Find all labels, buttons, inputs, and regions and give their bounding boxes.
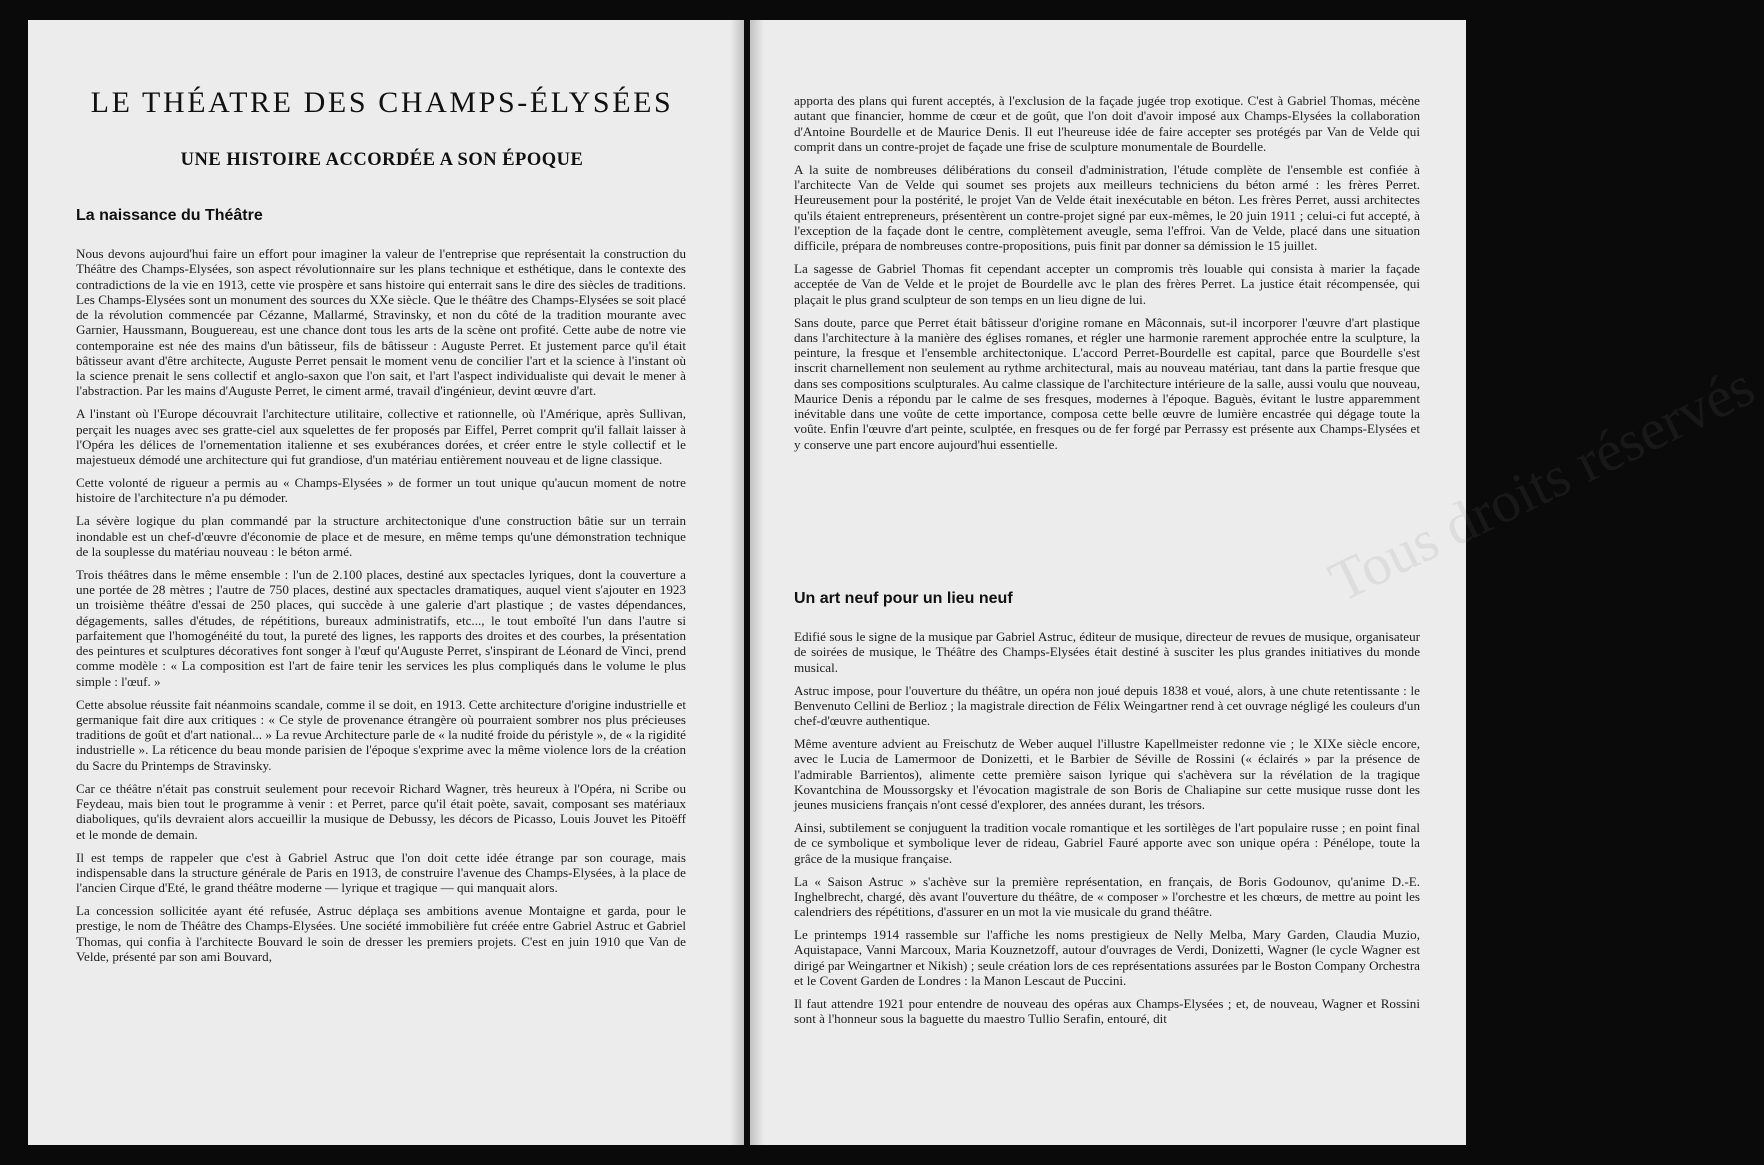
- paragraph: Il est temps de rappeler que c'est à Gabriel Astruc que l'on doit cette idée étrange par son courage, mais indispensable dans la structure générale de Paris en 1913, de construire l'avenue des Champs-Elysées, à la place de l'ancien Cirque d'Eté, le grand théâtre moderne — lyrique et tragique — qui manquait alors.: [76, 849, 686, 896]
- paragraph: Astruc impose, pour l'ouverture du théâtre, un opéra non joué depuis 1838 et voué, alors, à une chute retentissante : le Benvenuto Cellini de Berlioz ; la magistrale direction de Félix Weingartner rend à cet ouvrage négligé les couleurs d'un chef-d'œuvre authentique.: [794, 682, 1420, 729]
- paragraph: Il faut attendre 1921 pour entendre de nouveau des opéras aux Champs-Elysées ; et, de nouveau, Wagner et Rossini sont à l'honneur sous la baguette du maestro Tullio Serafin, entouré, dit: [794, 996, 1420, 1027]
- gutter-shadow: [750, 20, 764, 1145]
- paragraph: Nous devons aujourd'hui faire un effort pour imaginer la valeur de l'entreprise que représentait la construction du Théâtre des Champs-Elysées, son aspect révolutionnaire sur les plans technique et esthétique, dans le contexte des contradictions de la vie en 1913, cette vie prospère et sans histoire qui enterrait sans le dire des siècles de traditions. Les Champs-Elysées sont un monument des sources du XXe siècle. Que le théâtre des Champs-Elysées se soit placé de la révolution commencée par Cézanne, Mallarmé, Stravinsky, et non du côté de la tradition mourante avec Garnier, Haussmann, Bouguereau, est une chance dont tous les arts de la scène ont profité. Cette aube de notre vie contemporaine est née des mains d'un bâtisseur, fils de bâtisseur : Auguste Perret. Et justement parce qu'il était bâtisseur avant d'être architecte, Auguste Perret pensait le moment venu de concilier l'art et la science à l'instant où la science prenait le sens collectif et anglo-saxon que l'on sait, et l'art l'aspect individualiste qui devait le mener à l'abstraction. Par les mains d'Auguste Perret, le ciment armé, travail d'ingénieur, devint œuvre d'art.: [76, 246, 686, 399]
- paragraph: Edifié sous le signe de la musique par Gabriel Astruc, éditeur de musique, directeur de revues de musique, organisateur de soirées de musique, le Théâtre des Champs-Elysées était destiné à susciter les plus grandes initiatives du monde musical.: [794, 629, 1420, 675]
- right-page: [750, 20, 1764, 1145]
- paragraph: La concession sollicitée ayant été refusée, Astruc déplaça ses ambitions avenue Montaigne et garda, pour le prestige, le nom de Théâtre des Champs-Elysées. Une société immobilière fut créée entre Gabriel Astruc et Gabriel Thomas, qui confia à l'architecte Bouvard le soin de dresser les premiers projets. C'est en juin 1910 que Van de Velde, présenté par son ami Bouvard,: [76, 903, 686, 964]
- section-heading-art-neuf: Un art neuf pour un lieu neuf: [794, 590, 1013, 607]
- watermark: Tous droits réservés: [1319, 352, 1764, 615]
- gutter-shadow: [730, 20, 744, 1145]
- paragraph: Ainsi, subtilement se conjuguent la tradition vocale romantique et les sortilèges de l'art populaire russe ; en point final de ce symbolique et symbolique lever de rideau, Gabriel Fauré apporte avec son unique opéra : Pénélope, toute la grâce de la musique française.: [794, 820, 1420, 866]
- page-title: LE THÉATRE DES CHAMPS-ÉLYSÉES: [90, 86, 674, 119]
- paragraph: Même aventure advient au Freischutz de Weber auquel l'illustre Kapellmeister redonne vie ; le XIXe siècle encore, avec le Lucia de Lamermoor de Donizetti, et le Barbier de Séville de Rossini (« éclairés » par la présence de l'admirable Barrientos), alimente cette première saison lyrique qui s'achèvera sur la révélation de la tragique Kovantchina de Moussorgsky et l'évocation magistrale de son Boris de Chaliapine sur cette musique russe dont les jeunes musiciens français n'ont cessé d'explorer, des années durant, les trésors.: [794, 736, 1420, 813]
- paragraph: Cette volonté de rigueur a permis au « Champs-Elysées » de former un tout unique qu'aucun moment de notre histoire de l'architecture n'a pu démoder.: [76, 475, 686, 506]
- paragraph: A l'instant où l'Europe découvrait l'architecture utilitaire, collective et rationnelle, où l'Amérique, après Sullivan, perçait les nuages avec ses gratte-ciel aux squelettes de fer proposés par Eiffel, Perret comprit qu'il fallait laisser à l'Opéra les délices de l'ornementation italienne et ses exubérances dorées, et créer entre le style collectif et le majestueux démodé une architecture qui fut grandiose, d'un matériau entièrement nouveau et de ligne classique.: [76, 406, 686, 468]
- paragraph: Trois théâtres dans le même ensemble : l'un de 2.100 places, destiné aux spectacles lyriques, dont la couverture a une portée de 28 mètres ; l'autre de 750 places, destiné aux spectacles dramatiques, auquel vient s'ajouter en 1923 un troisième théâtre d'essai de 250 places, qui succède à une galerie d'art plastique ; de vastes dépendances, dégagements, salles d'études, de répétitions, bureaux administratifs, etc..., le tout emboîté l'un dans l'autre si parfaitement que l'homogénéité du tout, la pureté des lignes, les rapports des droites et des courbes, la présentation des peintures et sculptures décoratives font songer à l'œuf qu'Auguste Perret, s'inspirant de Léonard de Vinci, prend comme modèle : « La composition est l'art de faire tenir les services les plus compliqués dans le volume le plus simple : l'œuf. »: [76, 566, 686, 689]
- paragraph: La sévère logique du plan commandé par la structure architectonique d'une construction bâtie sur un terrain inondable est un chef-d'œuvre d'économie de place et de mesure, en même temps qu'une démonstration technique de la souplesse du matériau nouveau : le béton armé.: [76, 513, 686, 559]
- paragraph: Cette absolue réussite fait néanmoins scandale, comme il se doit, en 1913. Cette architecture d'origine industrielle et germanique fait dire aux critiques : « Ce style de provenance étrangère où pourraient sombrer nos plus précieuses traditions de goût et d'art national... » La revue Architecture parle de « la nudité froide du péristyle », de « la rigidité industrielle ». La réticence du beau monde parisien de l'époque s'exprime avec la même violence lors de la création du Sacre du Printemps de Stravinsky.: [76, 696, 686, 773]
- paragraph: Car ce théâtre n'était pas construit seulement pour recevoir Richard Wagner, très heureux à l'Opéra, ni Scribe ou Feydeau, mais bien tout le programme à venir : et Perret, parce qu'il était poète, savait, composant ses matériaux diaboliques, qu'ils devraient alors accueillir la musique de Debussy, les décors de Picasso, Louis Jouvet les Pitoëff et le monde de demain.: [76, 780, 686, 842]
- page-subtitle: UNE HISTOIRE ACCORDÉE A SON ÉPOQUE: [180, 150, 584, 170]
- paragraph: Sans doute, parce que Perret était bâtisseur d'origine romane en Mâconnais, sut-il incorporer l'œuvre d'art plastique dans l'architecture à la manière des églises romanes, et régler une harmonie rarement approchée entre la sculpture, la peinture, la fresque et l'ensemble architectonique. L'accord Perret-Bourdelle est capital, parce que Bourdelle s'est inscrit charnellement non seulement au rythme architectural, mais au nouveau matériau, tant dans la partie fresque que dans ses compositions sculpturales. Au calme classique de l'architecture intérieure de la salle, aussi voulu que nouveau, Maurice Denis a répondu par le calme de ses fresques, modernes à l'époque. Baguès, évitant le lustre apparemment inévitable dans une voûte de cette importance, composa cette belle œuvre de lumière encastrée qui dégage toute la voûte. Enfin l'œuvre d'art peinte, sculptée, en fresques ou de fer forgé par Perrassy est présente aux Champs-Elysées et y conserve une part encore aujourd'hui essentielle.: [794, 314, 1420, 452]
- paragraph: La « Saison Astruc » s'achève sur la première représentation, en français, de Boris Godounov, qu'anime D.-E. Inghelbrecht, chargé, dès avant l'ouverture du théâtre, de « composer » l'orchestre et les chœurs, de mettre au point les calendriers des répétitions, d'assurer en un mot la vie musicale du grand théâtre.: [794, 873, 1420, 920]
- right-body-text-bottom: [794, 629, 1420, 1034]
- left-page: [28, 20, 744, 1145]
- section-heading-naissance: La naissance du Théâtre: [76, 207, 263, 224]
- paragraph: La sagesse de Gabriel Thomas fit cependant accepter un compromis très louable qui consista à marier la façade acceptée de Van de Velde et le projet de Bourdelle avc le plan des frères Perret. La justice était récompensée, qui plaçait le plus grand sculpteur de son temps en un lieu digne de lui.: [794, 261, 1420, 307]
- paragraph: A la suite de nombreuses délibérations du conseil d'administration, l'étude complète de l'ensemble est confiée à l'architecte Van de Velde qui soumet ses projets aux meilleurs techniciens du béton armé : les frères Perret. Heureusement pour la postérité, le projet Van de Velde était inexécutable en béton. Les frères Perret, aussi architectes qu'ils étaient entrepreneurs, présentèrent un contre-projet signé par eux-mêmes, le 20 juin 1911 ; celui-ci fut accepté, à l'exception de la façade dont le centre, complètement aveugle, sema l'effroi. Van de Velde, placé dans une situation difficile, prépara de nombreuses contre-propositions, puis finit par donner sa démission le 15 juillet.: [794, 161, 1420, 254]
- right-body-text-top: [794, 93, 1420, 460]
- paragraph: Le printemps 1914 rassemble sur l'affiche les noms prestigieux de Nelly Melba, Mary Garden, Claudia Muzio, Aquistapace, Vanni Marcoux, Maria Kouznetzoff, autour d'ouvrages de Verdi, Donizetti, Wagner (le cycle Wagner est dirigé par Weingartner et Nikish) ; seule création lors de ces représentations assurées par le Boston Company Orchestra et le Covent Garden de Londres : la Manon Lescaut de Puccini.: [794, 927, 1420, 988]
- paragraph: apporta des plans qui furent acceptés, à l'exclusion de la façade jugée trop exotique. C'est à Gabriel Thomas, mécène autant que financier, homme de cœur et de goût, que l'on doit d'avoir imposé aux Champs-Elysées la collaboration d'Antoine Bourdelle et de Maurice Denis. Il eut l'heureuse idée de faire accepter ses protégés par Van de Velde qui comprit dans un contre-projet de façade une frise de sculpture monumentale de Bourdelle.: [794, 93, 1420, 154]
- left-body-text: [76, 246, 686, 972]
